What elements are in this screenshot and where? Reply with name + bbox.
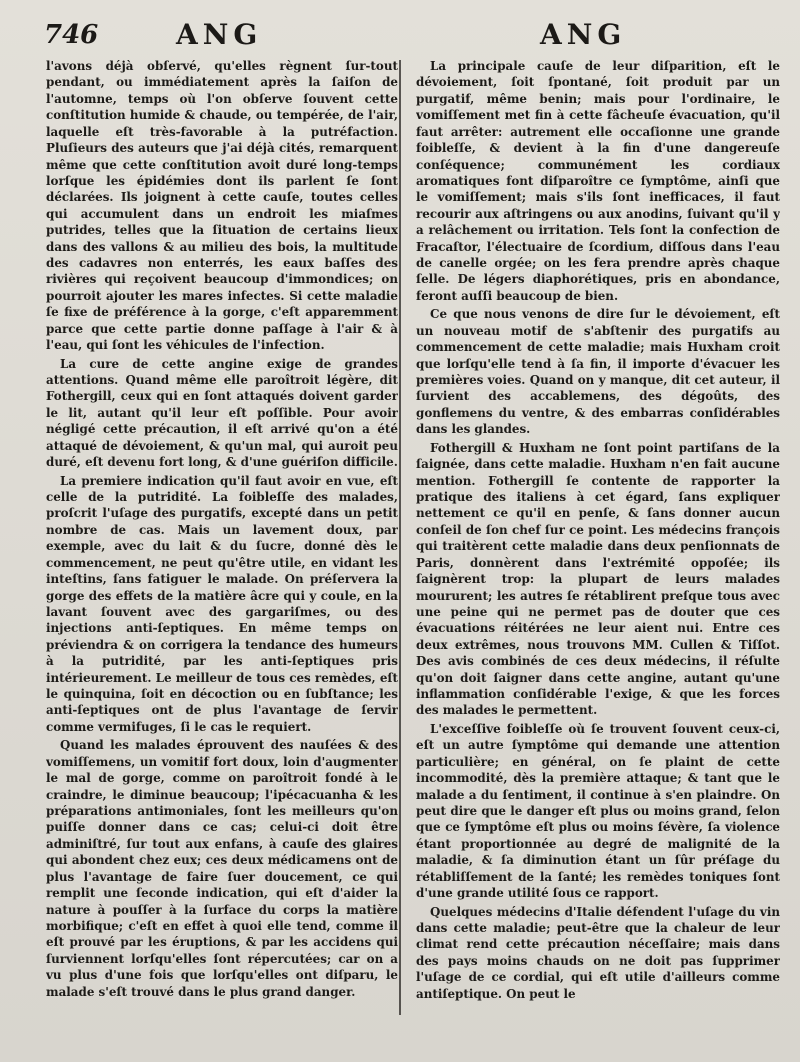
running-head-right: ANG bbox=[540, 18, 627, 51]
paragraph: Fothergill & Huxham ne ſont point partiſans de la ſaignée, dans cette maladie. Huxham n'en fait aucune mention. Fothergill ſe contente de rapporter la pratique des italiens à cet égard, ſans expliquer nettement ce qu'il en penſe, & ſans donner aucun conſeil de ſon chef ſur ce point. Les médecins françois qui traitèrent cette maladie dans deux penſionnats de Paris, donnèrent dans l'extrémité oppoſée; ils ſaignèrent trop: la plupart de leurs malades moururent; les autres ſe rétablirent preſque tous avec une peine qui ne permet pas de douter que ces évacuations réitérées ne leur aient nui. Entre ces deux extrêmes, nous trouvons MM. Cullen & Tiſſot. Des avis combinés de ces deux médecins, il réſulte qu'on doit ſaigner dans cette angine, autant qu'une inflammation conſidérable l'exige, & que les forces des malades le permettent. bbox=[416, 440, 780, 718]
paragraph: Ce que nous venons de dire ſur le dévoiement, eſt un nouveau motif de s'abſtenir des purgatifs au commencement de cette maladie; mais Huxham croit que lorſqu'elle tend à ſa fin, il importe d'évacuer les premières voies. Quand on y manque, dit cet auteur, il ſurvient des accablemens, des dégoûts, des gonflemens du ventre, & des embarras conſidérables dans les glandes. bbox=[416, 307, 780, 437]
paragraph: L'exceſſive foibleſſe où ſe trouvent ſouvent ceux-ci, eſt un autre ſymptôme qui demande une attention particulière; en général, on ſe plaint de cette incommodité, dès la première attaque; & tant que le malade a du ſentiment, il continue à s'en plaindre. On peut dire que le danger eſt plus ou moins grand, ſelon que ce ſymptôme eſt plus ou moins ſévère, ſa violence étant proportionnée au degré de malignité de la maladie, & ſa diminution étant un ſûr préſage du rétabliſſement de la ſanté; les remèdes toniques ſont d'une grande utilité ſous ce rapport. bbox=[416, 721, 780, 901]
paragraph: La premiere indication qu'il faut avoir en vue, eſt celle de la putridité. La foibleſſe des malades, proſcrit l'uſage des purgatifs, excepté dans un petit nombre de cas. Mais un lavement doux, par exemple, avec du lait & du ſucre, donné dès le commencement, ne peut qu'être utile, en vidant les inteſtins, ſans fatiguer le malade. On préſervera la gorge des effets de la matière âcre qui y coule, en la lavant ſouvent avec des gargariſmes, ou des injections anti-ſeptiques. En même temps on préviendra & on corrigera la tendance des humeurs à la putridité, par les anti-ſeptiques pris intérieurement. Le meilleur de tous ces remèdes, eſt le quinquina, ſoit en décoction ou en ſubſtance; les anti-ſeptiques ont de plus l'avantage de ſervir comme vermifuges, ſi le cas le requiert. bbox=[46, 473, 398, 734]
paragraph: Quelques médecins d'Italie défendent l'uſage du vin dans cette maladie; peut-être que la chaleur de leur climat rend cette précaution néceſſaire; mais dans des pays moins chauds on ne doit pas ſupprimer l'uſage de ce cordial, qui eſt utile d'ailleurs comme antiſeptique. On peut le bbox=[416, 904, 780, 1001]
right-column bbox=[416, 58, 780, 1018]
paragraph: Quand les malades éprouvent des nauſées & des vomiſſemens, un vomitif fort doux, loin d'augmenter le mal de gorge, comme on paroîtroit fondé à le craindre, le diminue beaucoup; l'ipécacuanha & les préparations antimoniales, ſont les meilleurs qu'on puiſſe donner dans ce cas; celui-ci doit être adminiſtré, ſur tout aux enfans, à cauſe des glaires qui abondent chez eux; ces deux médicamens ont de plus l'avantage de faire ſuer doucement, ce qui remplit une ſeconde indication, qui eſt d'aider la nature à pouſſer à la ſurface du corps la matière morbifique; c'eſt en effet à quoi elle tend, comme il eſt prouvé par les éruptions, & par les accidens qui ſurviennent lorſqu'elles ſont répercutées; car on a vu plus d'une fois que lorſqu'elles ont diſparu, le malade s'eſt trouvé dans le plus grand danger. bbox=[46, 738, 398, 999]
running-head-left: ANG bbox=[176, 18, 263, 51]
paragraph: La principale cauſe de leur diſparition, eſt le dévoiement, ſoit ſpontané, ſoit produit par un purgatif, même benin; mais pour l'ordinaire, le vomiſſement met fin à cette fâcheuſe évacuation, qu'il faut arrêter: autrement elle occaſionne une grande foibleſſe, & devient à la fin d'une dangereuſe conſéquence; communément les cordiaux aromatiques font diſparoître ce ſymptôme, ainſi que le vomiſſement; mais s'ils ſont inefficaces, il faut recourir aux aſtringens ou aux anodins, ſuivant qu'il y a relâchement ou irritation. Tels ſont la confection de Fracaſtor, l'électuaire de ſcordium, diſſous dans l'eau de canelle orgée; on les fera prendre après chaque ſelle. De légers diaphorétiques, pris en abondance, feront auſſi beaucoup de bien. bbox=[416, 59, 780, 303]
left-column bbox=[46, 58, 398, 1018]
paragraph: l'avons déjà obſervé, qu'elles règnent ſur-tout pendant, ou immédiatement après la ſaiſon de l'automne, temps où l'on obſerve ſouvent cette conſtitution humide & chaude, ou tempérée, de l'air, laquelle eſt très-favorable à la putréfaction. Pluſieurs des auteurs que j'ai déjà cités, remarquent même que cette conſtitution avoit duré long-temps lorſque les épidémies dont ils parlent ſe ſont déclarées. Ils joignent à cette cauſe, toutes celles qui accumulent dans un endroit les miaſmes putrides, telles que la ſituation de certains lieux dans des vallons & au milieu des bois, la multitude des cadavres non enterrés, les eaux baſſes des rivières qui reçoivent beaucoup d'immondices; on pourroit ajouter les mares infectes. Si cette maladie ſe fixe de préférence à la gorge, c'eſt apparemment parce que cette partie donne paſſage à l'air & à l'eau, qui ſont les véhicules de l'infection. bbox=[46, 59, 398, 353]
page-number: 746 bbox=[44, 20, 99, 50]
paragraph: La cure de cette angine exige de grandes attentions. Quand même elle paroîtroit légère, dit Fothergill, ceux qui en ſont attaqués doivent garder le lit, autant qu'il leur eſt poſſible. Pour avoir négligé cette précaution, il eſt arrivé qu'on a été attaqué de dévoiement, & qu'un mal, qui auroit peu duré, eſt devenu fort long, & d'une guériſon difficile. bbox=[46, 356, 398, 470]
page-header bbox=[0, 18, 800, 54]
column-divider bbox=[399, 60, 401, 1015]
